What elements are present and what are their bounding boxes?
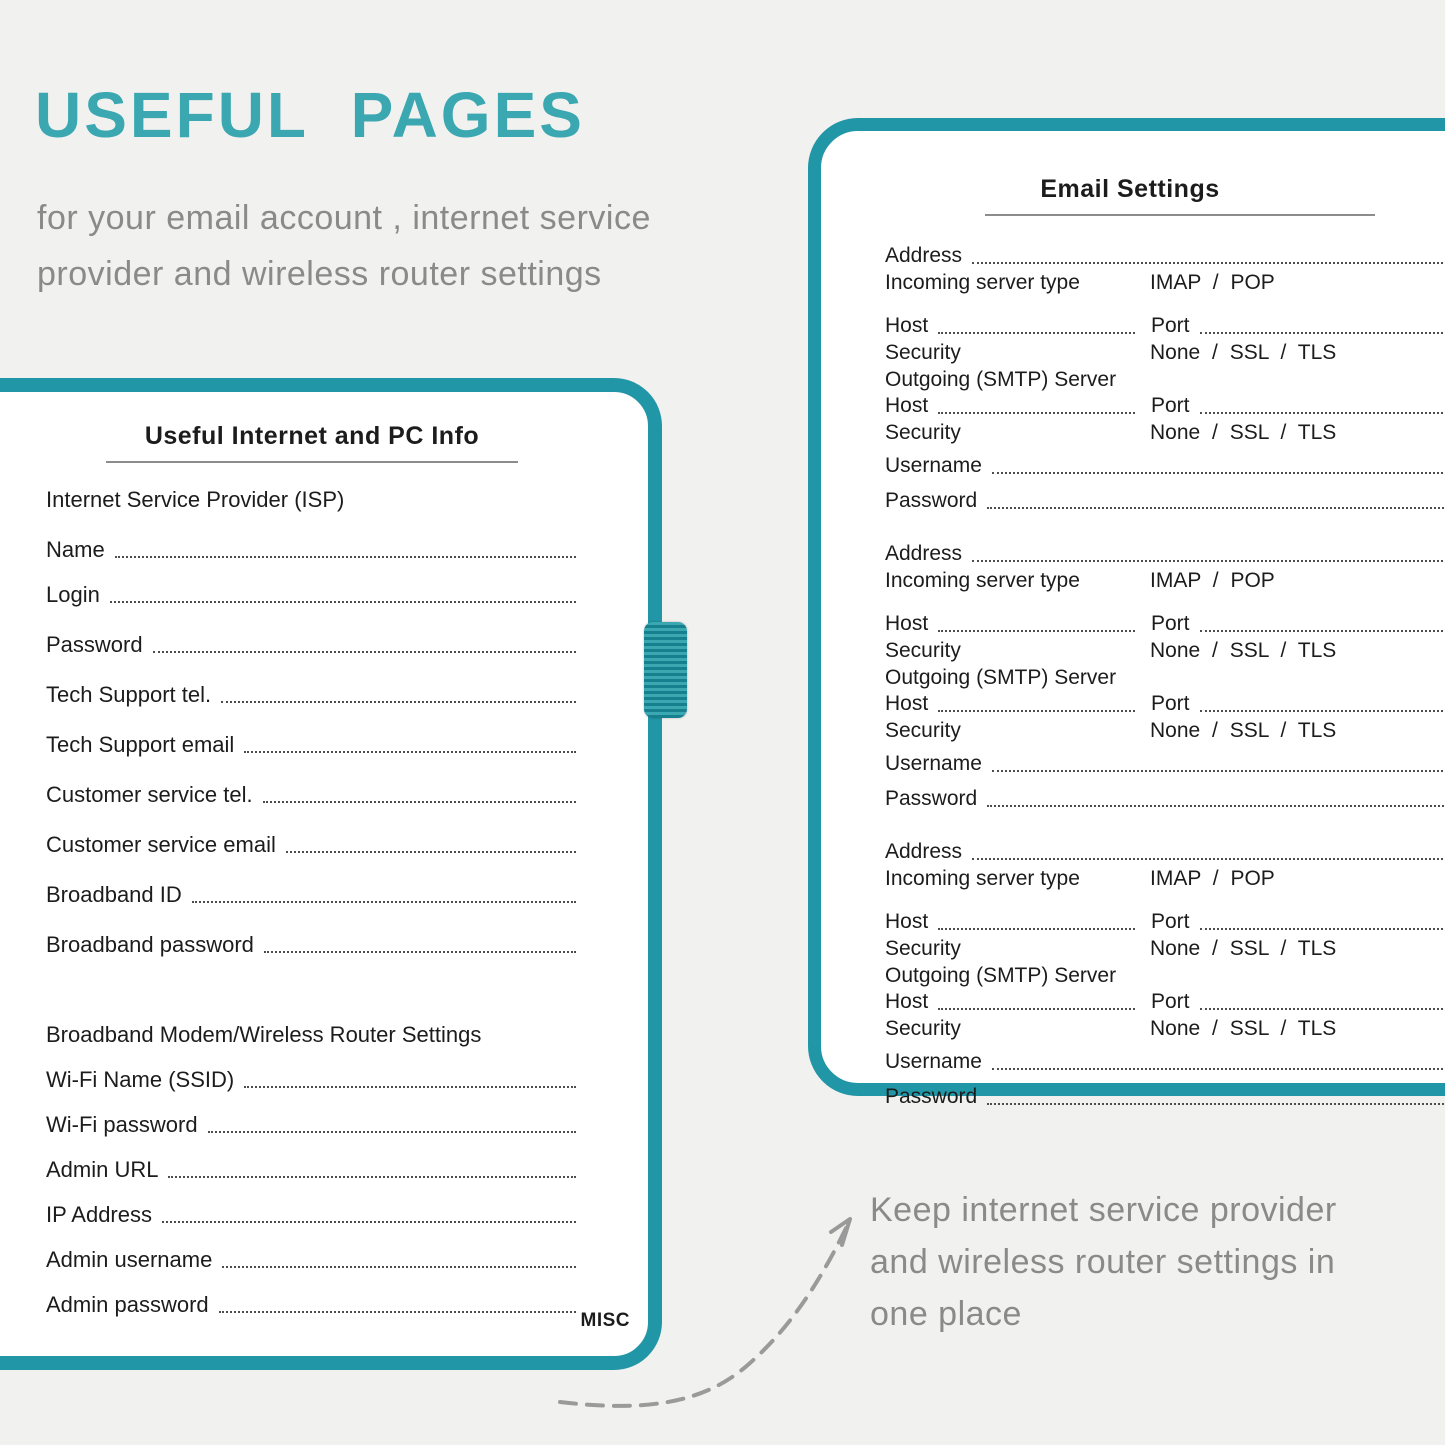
field-options: None / SSL / TLS — [1150, 719, 1337, 742]
dotted-line — [938, 710, 1135, 712]
field-row-address — [885, 839, 1445, 865]
field-options: None / SSL / TLS — [1150, 639, 1337, 662]
field-label: Port — [1151, 692, 1190, 715]
field-label: Tech Support email — [46, 732, 235, 757]
email-account-block-1 — [885, 243, 1445, 514]
isp-section-header: Internet Service Provider (ISP) — [46, 487, 345, 512]
field-row-broadband-password — [46, 932, 578, 958]
host-cell — [885, 909, 1137, 935]
dotted-line — [938, 1008, 1135, 1010]
dotted-line — [1200, 412, 1445, 414]
field-row-name — [46, 537, 578, 563]
field-row-admin-username — [46, 1247, 578, 1273]
host-cell — [885, 989, 1137, 1015]
port-cell — [1151, 989, 1445, 1015]
field-row-password — [885, 488, 1445, 514]
field-label: IP Address — [46, 1202, 152, 1227]
notebook-page-internet-info — [0, 378, 662, 1370]
field-row-password — [885, 786, 1445, 812]
field-row-username — [885, 1049, 1445, 1075]
email-account-block-2 — [885, 541, 1445, 812]
field-row-broadband-id — [46, 882, 578, 908]
annotation-line-1: Keep internet service provider — [870, 1191, 1337, 1229]
left-page-title: Useful Internet and PC Info — [144, 422, 480, 450]
field-row-security — [885, 936, 1445, 962]
dotted-line — [222, 1266, 576, 1268]
field-row-tech-support-email — [46, 732, 578, 758]
field-label: Host — [885, 990, 929, 1013]
dotted-line — [264, 951, 576, 953]
field-label: Broadband ID — [46, 882, 182, 907]
field-label: Customer service email — [46, 832, 276, 857]
field-options: IMAP / POP — [1150, 867, 1275, 890]
dotted-line — [992, 1068, 1445, 1070]
dotted-line — [938, 928, 1135, 930]
field-label: Security — [885, 1017, 961, 1040]
field-label: Login — [46, 582, 100, 607]
field-label: Security — [885, 639, 961, 662]
field-label: Admin username — [46, 1247, 213, 1272]
dotted-line — [1200, 710, 1445, 712]
elastic-pen-loop — [644, 622, 687, 718]
title-underline — [106, 461, 518, 463]
field-options: None / SSL / TLS — [1150, 341, 1337, 364]
page-footer-tab-label: MISC — [580, 1310, 630, 1331]
dotted-line — [219, 1311, 576, 1313]
field-options: None / SSL / TLS — [1150, 421, 1337, 444]
field-label: Customer service tel. — [46, 782, 253, 807]
dotted-line — [110, 601, 576, 603]
annotation-line-2: and wireless router settings in — [870, 1243, 1336, 1281]
field-label: Tech Support tel. — [46, 682, 212, 707]
dotted-line — [987, 1103, 1445, 1105]
dotted-line — [972, 858, 1445, 860]
field-row-host-port — [885, 611, 1445, 637]
page-title: USEFUL PAGES — [35, 79, 585, 151]
title-underline — [985, 214, 1375, 216]
field-row-address — [885, 243, 1445, 269]
annotation-line-3: one place — [870, 1295, 1022, 1333]
field-row-tech-support-tel — [46, 682, 578, 708]
outgoing-server-header: Outgoing (SMTP) Server — [885, 368, 1117, 391]
dotted-line — [168, 1176, 576, 1178]
field-label: Incoming server type — [885, 569, 1080, 592]
port-cell — [1151, 393, 1445, 419]
field-label: Security — [885, 421, 961, 444]
field-options: None / SSL / TLS — [1150, 937, 1337, 960]
field-label: Port — [1151, 910, 1190, 933]
field-label: Name — [46, 537, 105, 562]
dotted-line — [192, 901, 576, 903]
dotted-line — [938, 332, 1135, 334]
email-account-block-3 — [885, 839, 1445, 1110]
field-row-security — [885, 420, 1445, 446]
dotted-line — [263, 801, 576, 803]
host-cell — [885, 691, 1137, 717]
dotted-line — [938, 630, 1135, 632]
notebook-page-email-settings — [808, 118, 1445, 1108]
field-label: Wi-Fi password — [46, 1112, 198, 1137]
field-label: Port — [1151, 612, 1190, 635]
dotted-line — [972, 560, 1445, 562]
field-label: Address — [885, 542, 963, 565]
field-row-admin-password — [46, 1292, 578, 1318]
router-section-header: Broadband Modem/Wireless Router Settings — [46, 1022, 482, 1047]
port-cell — [1151, 313, 1445, 339]
field-label: Username — [885, 752, 982, 775]
field-row-security — [885, 1016, 1445, 1042]
field-row-incoming-server-type — [885, 270, 1445, 296]
field-row-username — [885, 453, 1445, 479]
dotted-line — [992, 472, 1445, 474]
field-row-address — [885, 541, 1445, 567]
field-row-host-port — [885, 909, 1445, 935]
dotted-line — [1200, 1008, 1445, 1010]
dotted-line — [244, 1086, 576, 1088]
outgoing-server-header: Outgoing (SMTP) Server — [885, 964, 1117, 987]
dotted-line — [987, 507, 1445, 509]
field-row-password — [46, 632, 578, 658]
dashed-arrow-head — [831, 1219, 850, 1245]
field-row-incoming-server-type — [885, 568, 1445, 594]
dotted-line — [244, 751, 576, 753]
dotted-line — [208, 1131, 576, 1133]
field-label: Security — [885, 937, 961, 960]
outgoing-server-header: Outgoing (SMTP) Server — [885, 666, 1117, 689]
field-row-wifi-password — [46, 1112, 578, 1138]
field-row-incoming-server-type — [885, 866, 1445, 892]
field-label: Incoming server type — [885, 867, 1080, 890]
page-subtitle — [37, 190, 651, 302]
dotted-line — [221, 701, 576, 703]
dotted-line — [286, 851, 576, 853]
field-row-ip-address — [46, 1202, 578, 1228]
host-cell — [885, 313, 1137, 339]
field-options: IMAP / POP — [1150, 271, 1275, 294]
field-label: Port — [1151, 394, 1190, 417]
right-page-title: Email Settings — [1040, 175, 1220, 203]
field-label: Address — [885, 840, 963, 863]
dotted-line — [1200, 332, 1445, 334]
annotation-caption — [870, 1184, 1337, 1340]
field-label: Password — [885, 489, 978, 512]
dotted-line — [153, 651, 576, 653]
field-label: Username — [885, 454, 982, 477]
field-row-admin-url — [46, 1157, 578, 1183]
dotted-line — [162, 1221, 576, 1223]
field-label: Port — [1151, 990, 1190, 1013]
field-options: None / SSL / TLS — [1150, 1017, 1337, 1040]
field-row-security — [885, 718, 1445, 744]
port-cell — [1151, 909, 1445, 935]
host-cell — [885, 611, 1137, 637]
field-row-host-port — [885, 313, 1445, 339]
field-label: Security — [885, 719, 961, 742]
field-row-customer-service-email — [46, 832, 578, 858]
dotted-line — [1200, 928, 1445, 930]
field-label: Host — [885, 692, 929, 715]
field-label: Incoming server type — [885, 271, 1080, 294]
field-label: Password — [46, 632, 143, 657]
port-cell — [1151, 691, 1445, 717]
field-row-wifi-ssid — [46, 1067, 578, 1093]
field-row-login — [46, 582, 578, 608]
field-label: Host — [885, 314, 929, 337]
subtitle-line-2: provider and wireless router settings — [37, 255, 602, 293]
field-label: Password — [885, 1085, 978, 1108]
dotted-line — [972, 262, 1445, 264]
dotted-line — [115, 556, 576, 558]
field-label: Security — [885, 341, 961, 364]
field-row-host-port — [885, 989, 1445, 1015]
field-row-security — [885, 340, 1445, 366]
field-label: Admin URL — [46, 1157, 159, 1182]
field-label: Admin password — [46, 1292, 209, 1317]
field-label: Port — [1151, 314, 1190, 337]
port-cell — [1151, 611, 1445, 637]
dotted-line — [992, 770, 1445, 772]
field-label: Address — [885, 244, 963, 267]
field-label: Broadband password — [46, 932, 254, 957]
field-row-username — [885, 751, 1445, 777]
field-options: IMAP / POP — [1150, 569, 1275, 592]
field-label: Password — [885, 787, 978, 810]
field-row-host-port — [885, 393, 1445, 419]
dotted-line — [987, 805, 1445, 807]
dotted-line — [938, 412, 1135, 414]
field-label: Host — [885, 910, 929, 933]
dotted-line — [1200, 630, 1445, 632]
field-label: Wi-Fi Name (SSID) — [46, 1067, 235, 1092]
field-row-host-port — [885, 691, 1445, 717]
subtitle-line-1: for your email account , internet service — [37, 199, 651, 237]
field-row-security — [885, 638, 1445, 664]
field-label: Host — [885, 394, 929, 417]
field-label: Host — [885, 612, 929, 635]
host-cell — [885, 393, 1137, 419]
field-row-customer-service-tel — [46, 782, 578, 808]
field-row-password — [885, 1084, 1445, 1110]
field-label: Username — [885, 1050, 982, 1073]
